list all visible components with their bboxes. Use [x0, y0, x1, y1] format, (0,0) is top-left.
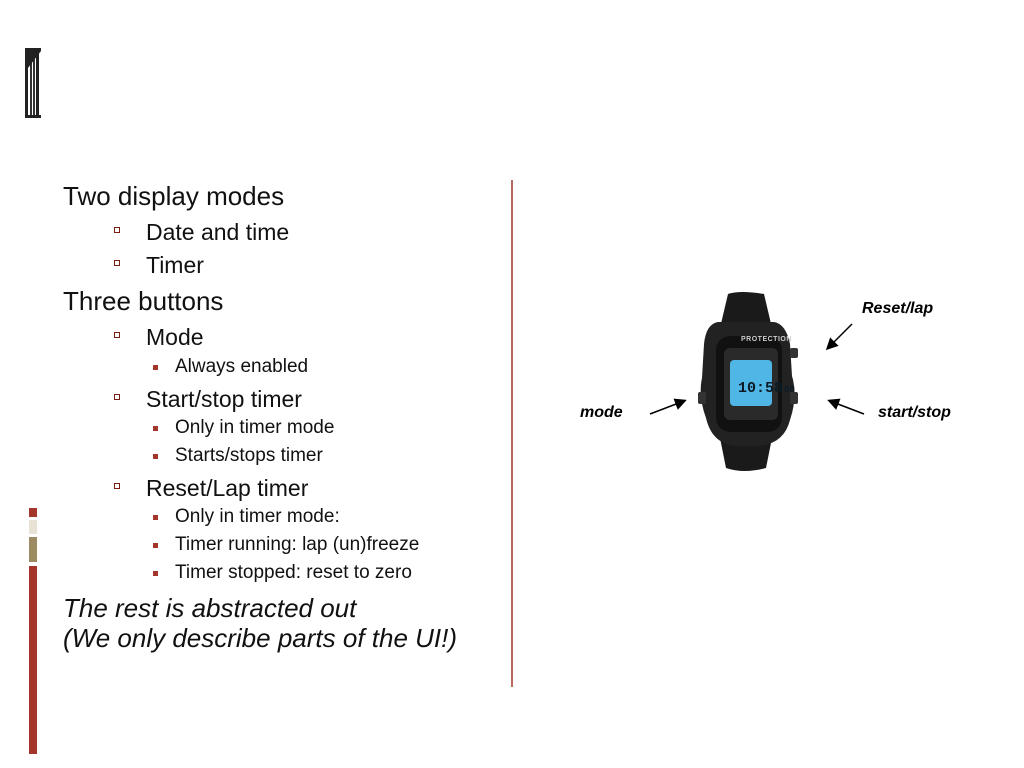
decorative-bar-segment [29, 537, 37, 562]
bullet-reset-lap-timer: Reset/Lap timer [146, 475, 309, 501]
sub-bullet-marker [114, 332, 120, 338]
column-divider [511, 180, 513, 687]
bullet-date-and-time: Date and time [146, 219, 290, 245]
sub-sub-bullet-marker [153, 515, 158, 520]
bullet-start-stop-timer: Start/stop timer [146, 386, 302, 412]
bullet-two-display-modes: Two display modes [63, 181, 285, 211]
bullet-timer: Timer [146, 252, 204, 278]
sub-sub-bullet-marker [153, 365, 158, 370]
bullet-three-buttons: Three buttons [63, 286, 224, 316]
start-stop-label: start/stop [878, 404, 951, 421]
sub-sub-bullet-marker [153, 571, 158, 576]
italic-note-line-2: (We only describe parts of the UI!) [63, 623, 458, 653]
mode-arrow [650, 401, 684, 414]
bullet-always-enabled: Always enabled [175, 356, 309, 377]
bullet-starts-stops-timer: Starts/stops timer [175, 445, 323, 466]
reset-lap-arrow [828, 324, 852, 348]
italic-note-line-1: The rest is abstracted out [63, 593, 357, 623]
watch-brand-label: PROTECTION [741, 336, 792, 343]
callout-arrows [640, 318, 880, 428]
watch-display-seconds: 50 [784, 385, 795, 395]
decorative-bar-segment [29, 566, 37, 754]
bullet-mode: Mode [146, 324, 204, 350]
logo-icon [25, 48, 41, 118]
sub-sub-bullet-marker [153, 454, 158, 459]
sub-bullet-marker [114, 483, 120, 489]
sub-bullet-marker [114, 394, 120, 400]
decorative-bar-segment [29, 520, 37, 534]
bullet-only-in-timer-mode: Only in timer mode [175, 417, 335, 438]
start-stop-arrow [830, 401, 864, 414]
sub-sub-bullet-marker [153, 543, 158, 548]
mode-label: mode [580, 404, 623, 421]
sub-bullet-marker [114, 260, 120, 266]
bullet-timer-stopped: Timer stopped: reset to zero [175, 562, 412, 583]
bullet-timer-running: Timer running: lap (un)freeze [175, 534, 420, 555]
sub-bullet-marker [114, 227, 120, 233]
decorative-bar-segment [29, 508, 37, 517]
bullet-only-in-timer-mode-colon: Only in timer mode: [175, 506, 340, 527]
reset-lap-label: Reset/lap [862, 300, 934, 317]
watch-display-time: 10:58 [738, 380, 784, 397]
sub-sub-bullet-marker [153, 426, 158, 431]
